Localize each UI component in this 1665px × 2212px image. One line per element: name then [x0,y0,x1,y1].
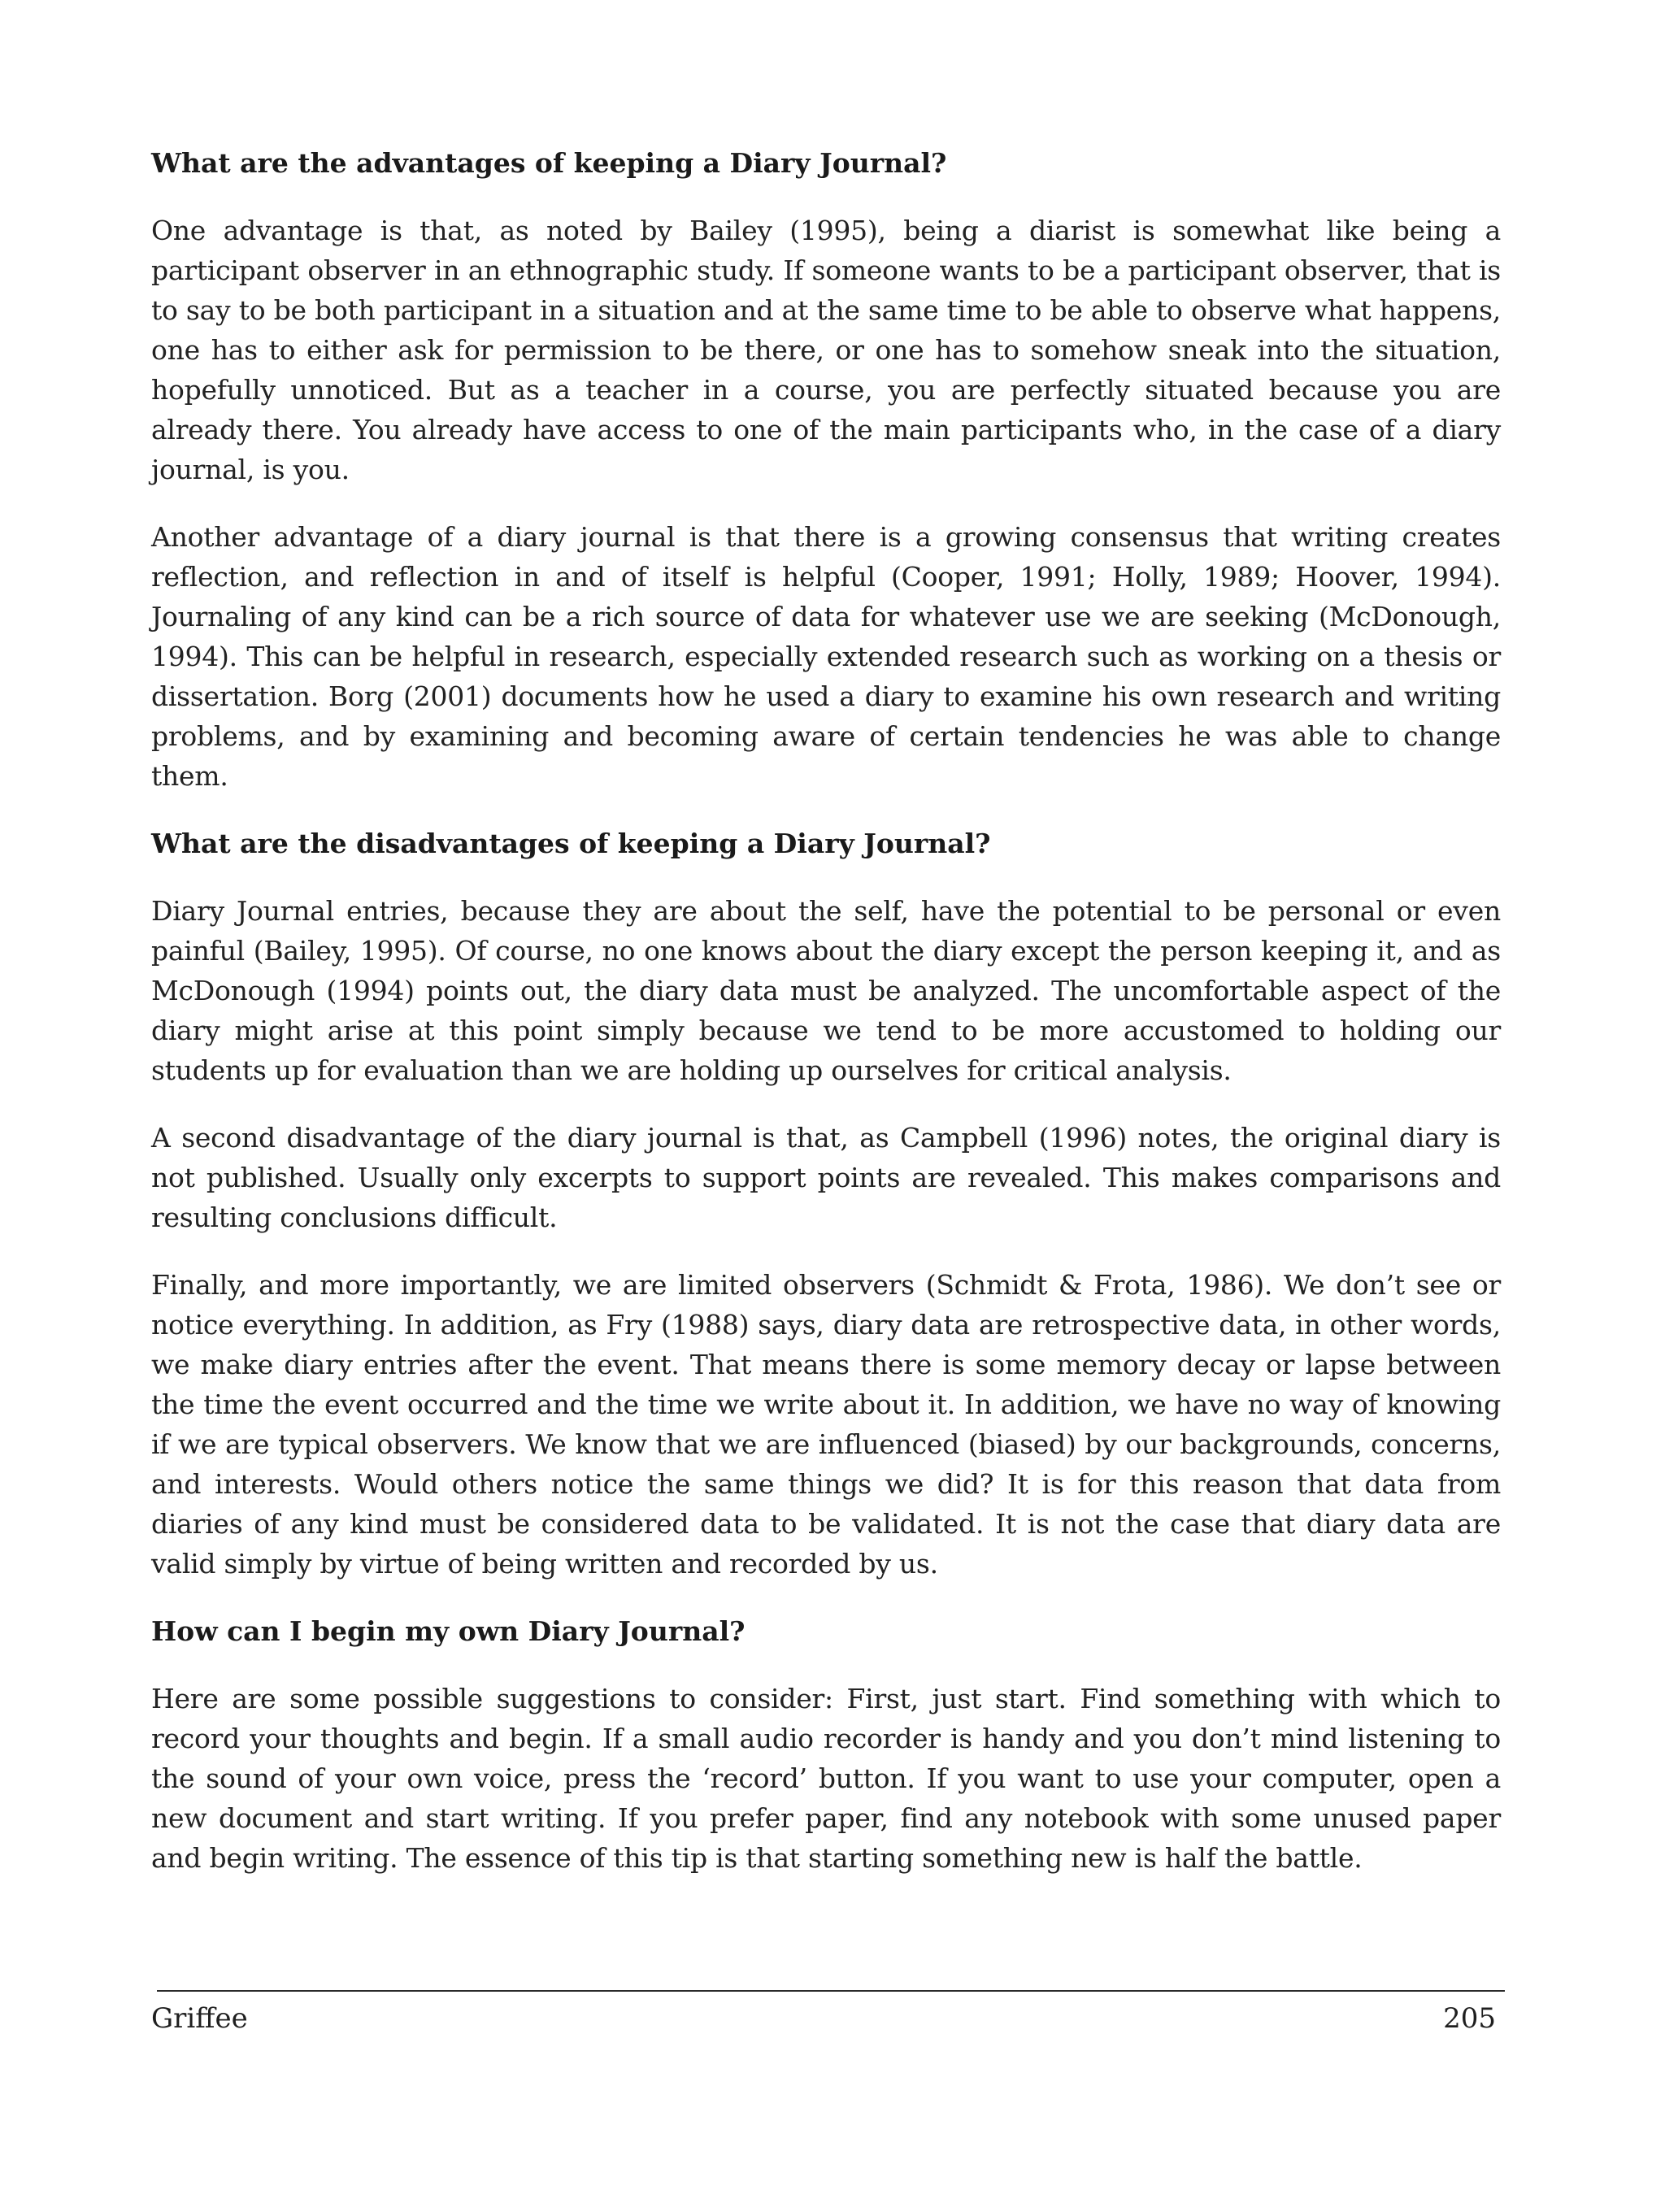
footer-author: Griffee [151,2002,248,2035]
paragraph-advantages-1: One advantage is that, as noted by Bailey (1995), being a diarist is somewhat like being a participant observer in an ethnographic study. If someone wants to be a participant observer, that is to say to be both participant in a situation and at the same time to be able to observe what happens, one has to either ask for permission to be there, or one has to somehow sneak into the situation, hopefully unnoticed. But as a teacher in a course, you are perfectly situated because you are already there. You already have access to one of the main participants who, in the case of a diary journal, is you. [151,215,1501,485]
paragraph-disadvantages-1: Diary Journal entries, because they are about the self, have the potential to be personal or even painful (Bailey, 1995). Of course, no one knows about the diary except the person keeping it, and as McDonough (1994) points out, the diary data must be analyzed. The uncomfortable aspect of the diary might arise at this point simply because we tend to be more accustomed to holding our students up for evaluation than we are holding up ourselves for critical analysis. [151,895,1501,1086]
footer-divider [157,1990,1505,1992]
paragraph-advantages-2: Another advantage of a diary journal is that there is a growing consensus that writing creates reflection, and reflection in and of itself is helpful (Cooper, 1991; Holly, 1989; Hoover, 1994). Journaling of any kind can be a rich source of data for whatever use we are seeking (McDonough, 1994). This can be helpful in research, especially extended research such as working on a thesis or dissertation. Borg (2001) documents how he used a diary to examine his own research and writing problems, and by examining and becoming aware of certain tendencies he was able to change them. [151,521,1501,792]
page-number: 205 [1443,2002,1496,2035]
heading-disadvantages: What are the disadvantages of keeping a Diary Journal? [151,828,991,859]
page-body [151,143,1501,1906]
paragraph-disadvantages-2: A second disadvantage of the diary journal is that, as Campbell (1996) notes, the original diary is not published. Usually only excerpts to support points are revealed. This makes comparisons and resulting conclusions difficult. [151,1122,1501,1233]
heading-begin: How can I begin my own Diary Journal? [151,1615,746,1647]
heading-advantages: What are the advantages of keeping a Diary Journal? [151,147,947,179]
paragraph-begin-1: Here are some possible suggestions to consider: First, just start. Find something with which to record your thoughts and begin. If a small audio recorder is handy and you don’t mind listening to the sound of your own voice, press the ‘record’ button. If you want to use your computer, open a new document and start writing. If you prefer paper, find any notebook with some unused paper and begin writing. The essence of this tip is that starting something new is half the battle. [151,1683,1501,1874]
paragraph-disadvantages-3: Finally, and more importantly, we are limited observers (Schmidt & Frota, 1986). We don’t see or notice everything. In addition, as Fry (1988) says, diary data are retrospective data, in other words, we make diary entries after the event. That means there is some memory decay or lapse between the time the event occurred and the time we write about it. In addition, we have no way of knowing if we are typical observers. We know that we are influenced (biased) by our backgrounds, concerns, and interests. Would others notice the same things we did? It is for this reason that data from diaries of any kind must be considered data to be validated. It is not the case that diary data are valid simply by virtue of being written and recorded by us. [151,1269,1501,1580]
